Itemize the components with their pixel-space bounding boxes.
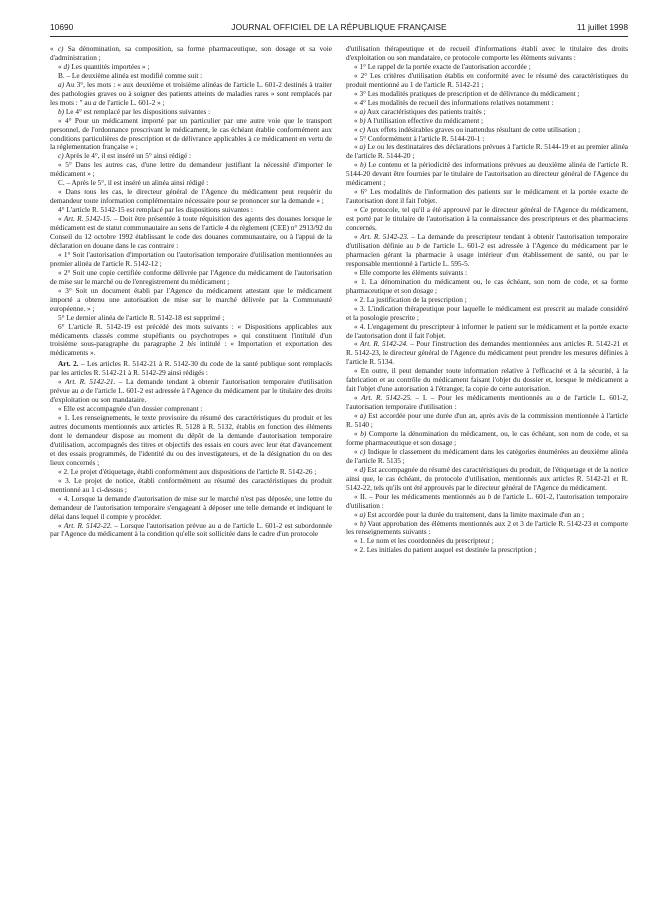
paragraph: « b) A l'utilisation effective du médicament ; <box>354 116 484 125</box>
paragraph: « 3° Soit un document établi par l'Agence du médicament attestant que le médicament importé a obtenu une autorisation de mise sur le marché délivrée par la Communauté européenne. » ; <box>50 286 332 313</box>
paragraph: « 1. La dénomination du médicament ou, le cas échéant, son nom de code, et sa forme pharmaceutique et son dosage ; <box>346 277 628 295</box>
paragraph: B. – Le deuxième alinéa est modifié comme suit : <box>58 71 203 80</box>
paragraph: « 2. Les initiales du patient auquel est destinée la prescription ; <box>354 546 537 555</box>
paragraph: « Elle comporte les éléments suivants : <box>354 268 468 277</box>
paragraph: 4° L'article R. 5142-15 est remplacé par les dispositions suivantes : <box>58 206 253 215</box>
paragraph: « a) Aux caractéristiques des patients traités ; <box>354 107 486 116</box>
paragraph: « Art. R. 5142-23. – La demande du prescripteur tendant à obtenir l'autorisation temporaire d'utilisation définie au b de l'article L. 601-2 est adressée à l'Agence du médicament par le pharmacien gérant la pharmacie à usage intérieur d'un établissement de santé, ou par le responsable mentionné à l'article L. 595-5. <box>346 233 628 268</box>
paragraph: « Dans tous les cas, le directeur général de l'Agence du médicament peut requérir du demandeur toute information complémentaire nécessaire pour se prononcer sur la demande » ; <box>50 188 332 206</box>
paragraph: « a) Est accordée pour une durée d'un an, après avis de la commission mentionnée à l'article R. 5140 ; <box>346 412 629 430</box>
journal-title: JOURNAL OFFICIEL DE LA RÉPUBLIQUE FRANÇAISE <box>231 22 447 32</box>
paragraph: « b) Comporte la dénomination du médicament, ou, le cas échéant, son nom de code, et sa forme pharmaceutique et son dosage ; <box>346 429 628 447</box>
article-heading-paragraph: Art. 2. – Les articles R. 5142-21 à R. 5142-30 du code de la santé publique sont remplacés par les articles R. 5142-21 à R. 5142-29 ainsi rédigés : <box>50 360 332 378</box>
paragraph: « 2. La justification de la prescription ; <box>354 295 467 304</box>
paragraph: « 4. Lorsque la demande d'autorisation de mise sur le marché n'est pas déposée, une lettre du demandeur de l'autorisation temporaire s'engageant à déposer une telle demande et indiquant le délai dans lequel il compte y procéder. <box>50 494 332 521</box>
paragraph: b) Le 4° est remplacé par les dispositions suivantes : <box>58 107 211 116</box>
paragraph: « d) Est accompagnée du résumé des caractéristiques du produit, de l'étiquetage et de la notice ainsi que, le cas échéant, du protocole d'utilisation, mentionnés aux articles R. 5142-21 et R. 5142-22, tels qu'ils ont été approuvés par le directeur général de l'Agence du médicament. <box>346 465 628 492</box>
paragraph: « 2. Le projet d'étiquetage, établi conformément aux dispositions de l'article R. 5142-26 ; <box>58 467 317 476</box>
paragraph: « II. – Pour les médicaments mentionnés au b de l'article L. 601-2, l'autorisation temporaire d'utilisation : <box>346 492 628 510</box>
paragraph: d'utilisation thérapeutique et de recueil d'informations établi avec le titulaire des droits d'exploitation ou son mandataire, ce protocole comporte les éléments suivants : <box>346 45 628 62</box>
paragraph: 5° Le dernier alinéa de l'article R. 5142-18 est supprimé ; <box>58 313 225 322</box>
publication-date: 11 juillet 1998 <box>576 22 628 32</box>
paragraph: « 2° Les critères d'utilisation établis en conformité avec le résumé des caractéristiques du produit mentionné au 1 de l'article R. 5142-21 ; <box>346 71 628 89</box>
paragraph: « 6° Les modalités de l'information des patients sur le médicament et la portée exacte de l'autorisation dont il fait l'objet. <box>346 188 628 206</box>
paragraph: « En outre, il peut demander toute information relative à l'efficacité et à la sécurité, à la fabrication et au contrôle du médicament faisant l'objet du dossier et, lorsque le médicament a fait l'objet d'une autorisation à l'étranger, la copie de cette autorisation. <box>346 367 628 394</box>
paragraph: « 5° Conformément à l'article R. 5144-20-1 : <box>354 134 485 143</box>
paragraph: « 3. L'indication thérapeutique pour laquelle le médicament est prescrit au malade considéré et la posologie prescrite ; <box>346 304 628 322</box>
paragraph: « 5° Dans les autres cas, d'une lettre du demandeur justifiant la nécessité d'importer le médicament » ; <box>50 161 332 179</box>
header-rule <box>50 36 628 37</box>
paragraph: « c) Indique le classement du médicament dans les catégories énumérées au deuxième alinéa de l'article R. 5135 ; <box>346 447 628 465</box>
paragraph: « 4° Les modalités de recueil des informations relatives notamment : <box>354 98 554 107</box>
paragraph: « 1. Les renseignements, le texte provisoire du résumé des caractéristiques du produit et les autres documents mentionnés aux articles R. 5128 à R. 5132, établis en fonction des éléments dont le demandeur dispose au moment du dépôt de la demande d'autorisation temporaire d'utilisation, accompagnés des titres et objectifs des essais en cours avec leur état d'avancement et des essais programmés, de l'identité du ou des investigateurs, et de la désignation du ou des lieux concernés ; <box>50 414 332 467</box>
paragraph: « Elle est accompagnée d'un dossier comprenant : <box>58 405 203 414</box>
paragraph: « 1. Le nom et les coordonnées du prescripteur ; <box>354 537 494 546</box>
page-number: 10690 <box>50 22 74 32</box>
paragraph: « 2° Soit une copie certifiée conforme délivrée par l'Agence du médicament de l'autorisation de mise sur le marché ou de l'enregistrement du médicament ; <box>50 268 332 286</box>
paragraph: « c) Aux effets indésirables graves ou inattendus résultant de cette utilisation ; <box>354 125 581 134</box>
paragraph: « 3° Les modalités pratiques de prescription et de délivrance du médicament ; <box>354 89 580 98</box>
paragraph: « 1° Le rappel de la portée exacte de l'autorisation accordée ; <box>354 62 531 71</box>
right-column <box>346 45 628 555</box>
paragraph: « Art. R. 5142-22. – Lorsque l'autorisation prévue au a de l'article L. 601-2 est subordonnée par l'Agence du médicament à la condition qu'elle soit sollicitée dans le cadre d'un protocole <box>50 521 333 539</box>
paragraph: « d) Les quantités importées » ; <box>58 62 150 71</box>
paragraph: « b) Le contenu et la périodicité des informations prévues au deuxième alinéa de l'article R. 5144-20 devant être fournies par le titulaire de l'autorisation au directeur général de l'Agence du médicament ; <box>346 161 629 188</box>
paragraph: « Art. R. 5142-15. – Doit être présentée à toute réquisition des agents des douanes lorsque le médicament est de statut communautaire au sens de l'article 4 du règlement (CEE) n° 2913/92 du Conseil du 12 octobre 1992 établissant le code des douanes communautaire, ou à l'appui de la déclaration en douane dans le cas contraire : <box>50 215 333 250</box>
paragraph: « 3. Le projet de notice, établi conformément au résumé des caractéristiques du produit mentionné au 1 ci-dessus ; <box>50 476 332 494</box>
paragraph: a) Au 3°, les mots : « aux deuxième et troisième alinéas de l'article L. 601-2 destinés à traiter des pathologies graves ou à soigner des patients atteints de maladies rares » sont remplacés par les mots : " au a de l'article L. 601-2 » ; <box>50 80 332 107</box>
paragraph: 6° L'article R. 5142-19 est précédé des mots suivants : « Dispositions applicables aux médicaments classés comme stupéfiants ou psychotropes » qui constituent l'intitulé d'un troisième sous-paragraphe du paragraphe 2 bis intitulé : « Importation et exportation des médicaments ». <box>50 322 333 358</box>
paragraph: C. – Après le 5°, il est inséré un alinéa ainsi rédigé : <box>58 179 209 188</box>
paragraph: « Ce protocole, tel qu'il a été approuvé par le directeur général de l'Agence du médicament, est porté par le titulaire de l'autorisation à la connaissance des prescripteurs et des pharmaciens concernés. <box>346 206 628 233</box>
paragraph: « 4° Pour un médicament importé par un particulier par une autre voie que le transport personnel, de l'ordonnance prescrivant le médicament, le cas échéant établie conformément aux conditions particulières de prescription et de délivrance applicables à ce médicament en vertu de la réglementation française » ; <box>50 116 332 152</box>
paragraph: « Art. R. 5142-21. – La demande tendant à obtenir l'autorisation temporaire d'utilisation prévue au a de l'article L. 601-2 est adressée à l'Agence du médicament par le titulaire des droits d'exploitation ou son mandataire. <box>50 378 333 405</box>
paragraph: « b) Vaut approbation des éléments mentionnés aux 2 et 3 de l'article R. 5142-23 et comporte les renseignements suivants : <box>346 519 629 537</box>
paragraph: « 1° Soit l'autorisation d'importation ou l'autorisation temporaire d'utilisation mentionnées au premier alinéa de l'article R. 5142-12 ; <box>50 250 332 268</box>
paragraph: « Art. R. 5142-24. – Pour l'instruction des demandes mentionnées aux articles R. 5142-21 et R. 5142-23, le directeur général de l'Agence du médicament peut prendre les mesures définies à l'article R. 5134. <box>346 340 629 367</box>
left-column <box>50 45 332 539</box>
paragraph: « 4. L'engagement du prescripteur à informer le patient sur le médicament et la portée exacte de l'autorisation dont il fait l'objet. <box>346 322 628 340</box>
page-header <box>50 22 628 36</box>
paragraph: « Art. R. 5142-25. – I. – Pour les médicaments mentionnés au a de l'article L. 601-2, l'autorisation temporaire d'utilisation : <box>346 394 628 412</box>
paragraph: « a) Est accordée pour la durée du traitement, dans la limite maximale d'un an ; <box>354 510 585 519</box>
paragraph: c) Après le 4°, il est inséré un 5° ainsi rédigé : <box>58 152 192 161</box>
paragraph: « c) Sa dénomination, sa composition, sa forme pharmaceutique, son dosage et sa voie d'administration ; <box>50 45 333 62</box>
paragraph: « a) Le ou les destinataires des déclarations prévues à l'article R. 5144-19 et au premier alinéa de l'article R. 5144-20 ; <box>346 143 629 161</box>
